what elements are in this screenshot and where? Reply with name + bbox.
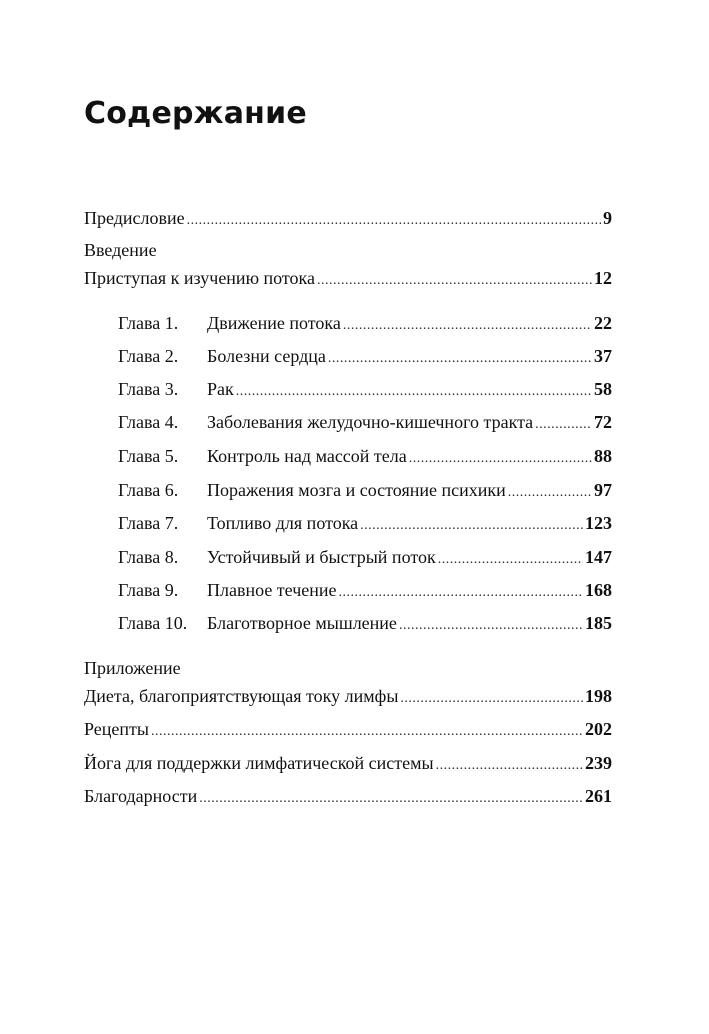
toc-entry-title: Приступая к изучению потока: [84, 268, 316, 288]
chapter-title: Благотворное мышление: [207, 613, 397, 633]
chapter-label: Глава 7.: [118, 513, 179, 533]
toc-page-number: 58: [594, 379, 612, 399]
toc-entry-yoga: [84, 751, 612, 775]
dot-leader: [436, 754, 583, 778]
dot-leader: [399, 614, 583, 638]
section-heading-introduction: Введение: [84, 240, 157, 260]
chapter-title: Поражения мозга и состояние психики: [207, 480, 506, 500]
dot-leader: [187, 209, 601, 233]
toc-entry-appendix: [84, 684, 612, 708]
toc-page-number: 261: [585, 786, 612, 806]
toc-entry-title: Диета, благоприятствующая току лимфы: [84, 686, 399, 706]
chapter-title: Болезни сердца: [207, 346, 326, 366]
toc-entry-acknowledgements: [84, 784, 612, 808]
toc-page-number: 9: [603, 208, 612, 228]
chapter-label: Глава 4.: [118, 412, 179, 432]
toc-chapter-3: [118, 377, 612, 401]
toc-page-number: 185: [585, 613, 612, 633]
toc-page-number: 22: [594, 313, 612, 333]
dot-leader: [343, 314, 592, 338]
toc-entry-title: Йога для поддержки лимфатической системы: [84, 753, 434, 773]
toc-page-number: 239: [585, 753, 612, 773]
chapter-label: Глава 8.: [118, 547, 179, 567]
dot-leader: [409, 447, 592, 471]
dot-leader: [328, 347, 592, 371]
toc-page-number: 147: [585, 547, 612, 567]
dot-leader: [400, 687, 583, 711]
chapter-label: Глава 6.: [118, 480, 179, 500]
dot-leader: [508, 481, 592, 505]
toc-page-number: 168: [585, 580, 612, 600]
toc-page-number: 198: [585, 686, 612, 706]
toc-page-number: 72: [594, 412, 612, 432]
page-title: Содержание: [84, 96, 307, 131]
toc-entry-title: Благодарности: [84, 786, 198, 806]
toc-entry-recipes: [84, 717, 612, 741]
chapter-label: Глава 3.: [118, 379, 179, 399]
toc-chapter-10: [118, 611, 612, 635]
chapter-label: Глава 9.: [118, 580, 179, 600]
toc-chapter-2: [118, 344, 612, 368]
chapter-title: Топливо для потока: [207, 513, 359, 533]
section-heading-appendix: Приложение: [84, 658, 181, 678]
toc-chapter-7: [118, 511, 612, 535]
dot-leader: [199, 787, 583, 811]
toc-entry-preface: [84, 206, 612, 230]
chapter-label: Глава 10.: [118, 613, 188, 633]
toc-entry-introduction: [84, 266, 612, 290]
dot-leader: [360, 514, 583, 538]
toc-chapter-4: [118, 410, 612, 434]
chapter-title: Плавное течение: [207, 580, 337, 600]
dot-leader: [236, 380, 592, 404]
dot-leader: [535, 413, 592, 437]
chapter-title: Устойчивый и быстрый поток: [207, 547, 436, 567]
toc-chapter-5: [118, 444, 612, 468]
chapter-title: Контроль над массой тела: [207, 446, 407, 466]
dot-leader: [317, 269, 592, 293]
toc-page-number: 37: [594, 346, 612, 366]
chapter-label: Глава 1.: [118, 313, 179, 333]
toc-entry-title: Рецепты: [84, 719, 149, 739]
toc-page-number: 123: [585, 513, 612, 533]
toc-page-number: 88: [594, 446, 612, 466]
toc-chapter-9: [118, 578, 612, 602]
toc-page-number: 97: [594, 480, 612, 500]
dot-leader: [151, 720, 583, 744]
chapter-title: Движение потока: [207, 313, 341, 333]
chapter-label: Глава 2.: [118, 346, 179, 366]
dot-leader: [438, 548, 583, 572]
chapter-title: Заболевания желудочно-кишечного тракта: [207, 412, 534, 432]
toc-chapter-1: [118, 311, 612, 335]
toc-page-number: 12: [594, 268, 612, 288]
toc-page-number: 202: [585, 719, 612, 739]
toc-entry-title: Предисловие: [84, 208, 185, 228]
chapter-label: Глава 5.: [118, 446, 179, 466]
chapter-title: Рак: [207, 379, 234, 399]
toc-chapter-8: [118, 545, 612, 569]
toc-chapter-6: [118, 478, 612, 502]
dot-leader: [339, 581, 583, 605]
